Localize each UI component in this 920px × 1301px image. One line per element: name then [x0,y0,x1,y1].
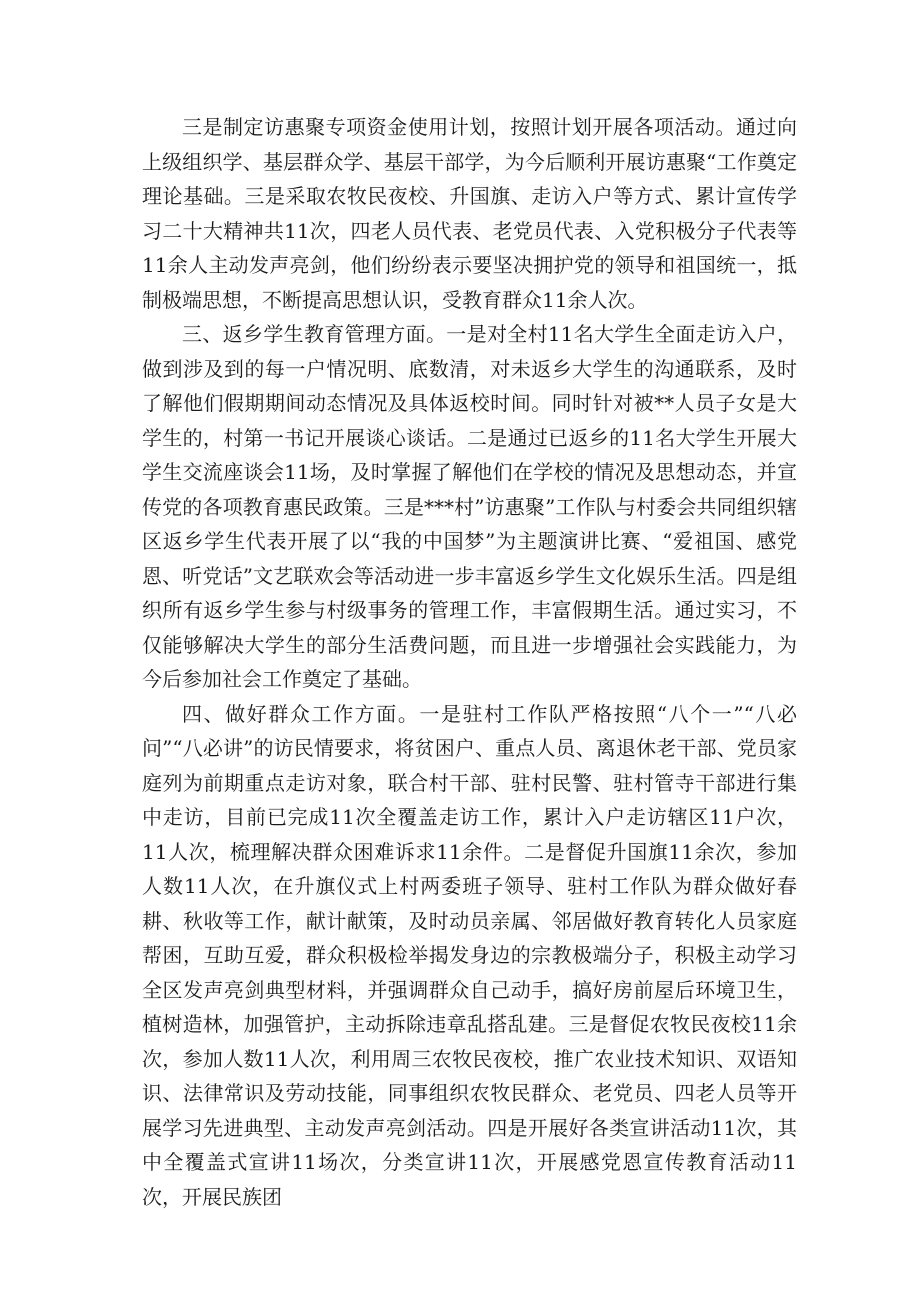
paragraph-mass-work: 四、做好群众工作方面。一是驻村工作队严格按照“八个一”“八必问”“八必讲”的访民情要求，将贫困户、重点人员、离退休老干部、党员家庭列为前期重点走访对象，联合村干部、驻村民警、驻村管寺干部进行集中走访，目前已完成11次全覆盖走访工作，累计入户走访辖区11户次，11人次，梳理解决群众困难诉求11余件。二是督促升国旗11余次，参加人数11人次，在升旗仪式上村两委班子领导、驻村工作队为群众做好春耕、秋收等工作，献计献策，及时动员亲属、邻居做好教育转化人员家庭帮困，互助互爱，群众积极检举揭发身边的宗教极端分子，积极主动学习全区发声亮剑典型材料，并强调群众自己动手，搞好房前屋后环境卫生，植树造林，加强管护，主动拆除违章乱搭乱建。三是督促农牧民夜校11余次，参加人数11人次，利用周三农牧民夜校，推广农业技术知识、双语知识、法律常识及劳动技能，同事组织农牧民群众、老党员、四老人员等开展学习先进典型、主动发声亮剑活动。四是开展好各类宣讲活动11次，其中全覆盖式宣讲11场次，分类宣讲11次，开展感党恩宣传教育活动11次，开展民族团 [142,701,797,1209]
paragraph-returning-students: 三、返乡学生教育管理方面。一是对全村11名大学生全面走访入户，做到涉及到的每一户情况明、底数清，对未返乡大学生的沟通联系，及时了解他们假期期间动态情况及具体返校时间。同时针对被**人员子女是大学生的，村第一书记开展谈心谈话。二是通过已返乡的11名大学生开展大学生交流座谈会11场，及时掌握了解他们在学校的情况及思想动态，并宣传党的各项教育惠民政策。三是***村”访惠聚”工作队与村委会共同组织辖区返乡学生代表开展了以“我的中国梦”为主题演讲比赛、“爱祖国、感党恩、听党话”文艺联欢会等活动进一步丰富返乡学生文化娱乐生活。四是组织所有返乡学生参与村级事务的管理工作，丰富假期生活。通过实习，不仅能够解决大学生的部分生活费问题，而且进一步增强社会实践能力，为今后参加社会工作奠定了基础。 [142,322,797,691]
document-body [142,110,797,1214]
paragraph-activity-plan: 三是制定访惠聚专项资金使用计划，按照计划开展各项活动。通过向上级组织学、基层群众学、基层干部学，为今后顺利开展访惠聚“工作奠定理论基础。三是采取农牧民夜校、升国旗、走访入户等方式、累计宣传学习二十大精神共11次，四老人员代表、老党员代表、入党积极分子代表等11余人主动发声亮剑，他们纷纷表示要坚决拥护党的领导和祖国统一，抵制极端思想，不断提高思想认识，受教育群众11余人次。 [142,115,797,312]
